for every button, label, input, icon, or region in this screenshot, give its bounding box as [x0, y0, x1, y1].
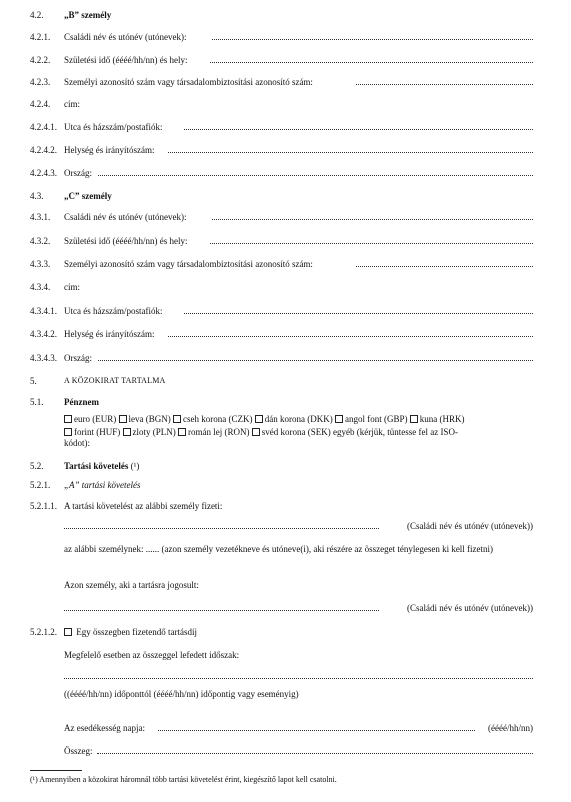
- fill-line-city-c[interactable]: [168, 328, 533, 337]
- field-5-2-1-1: 5.2.1.1. A tartási követelést az alábbi személy fizeti:: [30, 501, 223, 511]
- currency-option[interactable]: dán korona (DKK): [255, 414, 333, 424]
- footnote-ref: (¹): [130, 461, 140, 471]
- fill-line-name-b[interactable]: [212, 31, 533, 40]
- fill-line-birth-b[interactable]: [210, 54, 533, 63]
- currency-option[interactable]: román lej (RON): [178, 427, 249, 437]
- currency-option[interactable]: euro (EUR): [64, 414, 116, 424]
- footnote-divider: [30, 770, 82, 771]
- amount-row: Összeg:: [0, 745, 571, 757]
- section-4-2-heading: 4.2. „B” személy: [30, 10, 112, 20]
- currency-option[interactable]: zloty (PLN): [123, 427, 176, 437]
- field-4-3-3: 4.3.3. Személyi azonosító szám vagy társadalombiztosítási azonosító szám:: [0, 258, 571, 270]
- payer-name-line: (Családi név és utónév (utónevek)): [0, 520, 571, 532]
- checkbox[interactable]: [119, 415, 127, 423]
- fill-line-city-b[interactable]: [168, 144, 533, 153]
- field-4-3-4-1: 4.3.4.1. Utca és házszám/postafiók:: [0, 305, 571, 317]
- section-5-heading: 5. A KÖZOKIRAT TARTALMA: [30, 376, 166, 386]
- footnote-mark: (¹): [30, 775, 38, 784]
- section-5-2-1-heading: 5.2.1. „A” tartási követelés: [30, 480, 141, 490]
- section-5-1-heading: 5.1. Pénznem: [30, 397, 99, 407]
- footnote: [30, 775, 337, 784]
- lump-sum-checkbox[interactable]: [64, 628, 72, 636]
- fill-line-country-b[interactable]: [98, 167, 533, 176]
- checkbox[interactable]: [255, 415, 263, 423]
- field-4-2-4-2: 4.2.4.2. Helység és irányítószám:: [0, 144, 571, 156]
- checkbox[interactable]: [64, 415, 72, 423]
- period-format: ((éééé/hh/nn) időponttól (éééé/hh/nn) időpontig vagy eseményig): [64, 689, 299, 699]
- fill-line-birth-c[interactable]: [210, 235, 533, 244]
- section-5-2-heading: 5.2. Tartási követelés (¹): [30, 461, 140, 471]
- field-4-3-4-2: 4.3.4.2. Helység és irányítószám:: [0, 328, 571, 340]
- fill-line-due-date[interactable]: [158, 722, 475, 731]
- field-5-2-1-2: 5.2.1.2. Egy összegben fizetendő tartásdíj: [30, 627, 197, 637]
- currency-option[interactable]: forint (HUF): [64, 427, 120, 437]
- fill-line-street-c[interactable]: [184, 305, 533, 314]
- currency-option[interactable]: leva (BGN): [119, 414, 171, 424]
- fill-line-country-c[interactable]: [98, 352, 533, 361]
- currency-line-1: [0, 413, 571, 425]
- checkbox[interactable]: [252, 428, 260, 436]
- fill-line-payer-name[interactable]: [64, 520, 379, 529]
- field-4-3-1: 4.3.1. Családi név és utónév (utónevek):: [0, 211, 571, 223]
- field-4-2-1: 4.2.1. Családi név és utónév (utónevek):: [0, 31, 571, 43]
- field-4-2-4-3: 4.2.4.3. Ország:: [0, 167, 571, 179]
- fill-line-id-c[interactable]: [356, 258, 533, 267]
- fill-line-amount[interactable]: [97, 745, 533, 754]
- payee-text: az alábbi személynek: ...... (azon személy vezetékneve és utóneve(i), aki részére az összeget ténylegesen ki kell fizetni): [64, 544, 494, 554]
- checkbox[interactable]: [64, 428, 72, 436]
- section-4-3-heading: 4.3. „C” személy: [30, 191, 112, 201]
- fill-line-covered-period[interactable]: [64, 670, 533, 679]
- checkbox[interactable]: [178, 428, 186, 436]
- footnote-text: Amennyiben a közokirat háromnál több tartási követelést érint, kiegészítő lapot kell csatolni.: [39, 775, 337, 784]
- currency-option[interactable]: cseh korona (CZK): [173, 414, 252, 424]
- field-4-2-2: 4.2.2. Születési idő (éééé/hh/nn) és hely:: [0, 54, 571, 66]
- checkbox[interactable]: [335, 415, 343, 423]
- due-date-row: Az esedékesség napja: (éééé/hh/nn): [64, 723, 533, 733]
- field-4-3-4-3: 4.3.4.3. Ország:: [0, 352, 571, 364]
- entitled-person-label: Azon személy, aki a tartásra jogosult:: [64, 580, 199, 590]
- checkbox[interactable]: [410, 415, 418, 423]
- fill-line-id-b[interactable]: [356, 76, 533, 85]
- covered-period-line: [0, 670, 571, 682]
- currency-options-1: [64, 413, 464, 425]
- covered-period-label: Megfelelő esetben az összeggel lefedett időszak:: [64, 650, 240, 660]
- fill-line-entitled-name[interactable]: [64, 602, 379, 611]
- currency-other-code-label: kódot):: [64, 438, 90, 448]
- field-4-3-2: 4.3.2. Születési idő (éééé/hh/nn) és hely:: [0, 235, 571, 247]
- currency-other-text: egyéb (kérjük, tüntesse fel az ISO-: [332, 427, 458, 437]
- fill-line-name-c[interactable]: [212, 211, 533, 220]
- currency-option[interactable]: kuna (HRK): [410, 414, 465, 424]
- field-4-2-4: 4.2.4. cím:: [30, 99, 80, 109]
- currency-option[interactable]: angol font (GBP): [335, 414, 408, 424]
- currency-option[interactable]: svéd korona (SEK): [252, 427, 331, 437]
- checkbox[interactable]: [123, 428, 131, 436]
- currency-line-3: [0, 437, 571, 449]
- checkbox[interactable]: [173, 415, 181, 423]
- field-4-2-4-1: 4.2.4.1. Utca és házszám/postafiók:: [0, 121, 571, 133]
- fill-line-street-b[interactable]: [184, 121, 533, 130]
- entitled-name-line: (Családi név és utónév (utónevek)): [0, 602, 571, 614]
- field-4-3-4: 4.3.4. cím:: [30, 282, 80, 292]
- field-4-2-3: 4.2.3. Személyi azonosító szám vagy társadalombiztosítási azonosító szám:: [0, 76, 571, 88]
